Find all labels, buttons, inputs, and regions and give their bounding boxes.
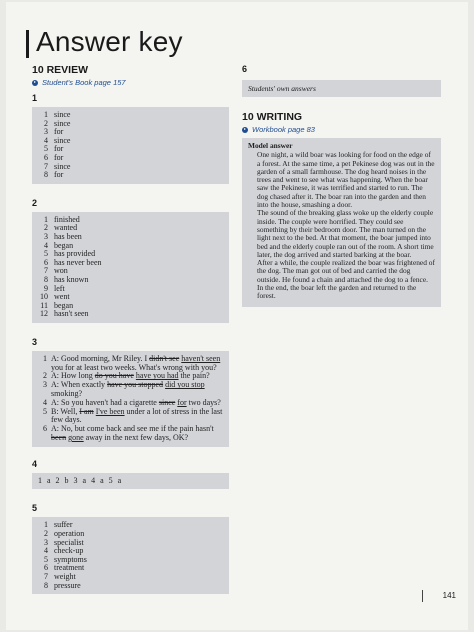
- review-heading: 10 REVIEW: [32, 64, 89, 76]
- item-answer: went: [54, 292, 70, 302]
- exercise-4-number: 4: [32, 458, 38, 469]
- item-answer: has known: [54, 274, 89, 284]
- item-answer: check-up: [54, 546, 84, 556]
- exercise-4-answers: 1 a 2 b 3 a 4 a 5 a: [32, 473, 229, 490]
- item-answer: has been: [54, 231, 82, 241]
- item-number: 7: [44, 572, 48, 581]
- page-title: Answer key: [36, 26, 183, 57]
- exercise-2-answers: [32, 212, 229, 323]
- item-answer: suffer: [54, 520, 73, 530]
- model-answer-title: Model answer: [248, 141, 293, 150]
- item-answer: operation: [54, 529, 85, 539]
- item-answer: since: [54, 161, 71, 171]
- list-item: 4 A: So you haven't had a cigarette since for two days?: [43, 397, 221, 407]
- list-item: 6 A: No, but come back and see me if the pain hasn't been gone away in the next few days, OK?: [43, 424, 214, 443]
- item-number: 5: [44, 144, 48, 154]
- item-number: 1: [44, 214, 48, 224]
- item-number: 2: [44, 118, 48, 128]
- play-icon: [32, 80, 38, 86]
- exercise-1-answers: [32, 107, 229, 184]
- exercise-3-answers: [32, 351, 229, 447]
- exercise-1-number: 1: [32, 93, 38, 103]
- item-answer: has provided: [54, 249, 96, 259]
- item-number: 3: [44, 127, 48, 137]
- item-number: 1: [44, 520, 48, 530]
- list-item: 5 B: Well, I am I've been under a lot of stress in the last few days.: [43, 406, 223, 425]
- item-answer: for: [54, 144, 64, 154]
- item-number: 1: [44, 110, 48, 119]
- model-answer-box: [242, 138, 441, 307]
- list-item: [38, 582, 223, 591]
- list-item: [38, 137, 223, 146]
- item-number: 2: [44, 529, 48, 539]
- item-answer: has never been: [54, 257, 102, 267]
- item-number: 8: [44, 274, 48, 284]
- item-answer: treatment: [54, 563, 85, 573]
- item-answer: since: [54, 135, 71, 145]
- item-answer: wanted: [54, 223, 78, 233]
- item-number: 4: [44, 546, 48, 556]
- right-column: [242, 64, 441, 307]
- item-number: 2: [44, 223, 48, 233]
- item-number: 9: [44, 283, 48, 293]
- item-answer: for: [54, 152, 64, 162]
- document-page: [6, 2, 468, 630]
- workbook-link[interactable]: [242, 125, 441, 134]
- item-number: 4: [44, 135, 48, 145]
- item-number: 6: [44, 152, 48, 162]
- item-number: 3: [44, 231, 48, 241]
- page-number: 141: [442, 591, 456, 600]
- list-item: [38, 163, 223, 172]
- item-number: 6: [44, 257, 48, 267]
- item-answer: weight: [54, 572, 76, 581]
- model-answer-paragraph: One night, a wild boar was looking for food on the edge of a forest. At the same time, a pet Pekinese dog was out in the garden of a small farmhouse. The dog heard noises in the trees and went to see what was happening. When the boar saw the Pekinese, it was terrified and started to run. The dog chased after it. The boar ran into the garden and then into the house, smashing a door.: [257, 150, 435, 210]
- workbook-link-label: Workbook page 83: [252, 125, 315, 134]
- item-number: 12: [40, 309, 48, 319]
- exercise-5-number: 5: [32, 503, 38, 514]
- exercise-3-number: 3: [32, 336, 38, 347]
- model-answer-paragraph: After a while, the couple realized the boar was frightened of the dog. The man got out of bed and carried the dog outside. He found a chain and attached the dog to a fence. In the end, the boar left the garden and returned to the forest.: [257, 258, 435, 301]
- title-rule: [26, 30, 29, 58]
- item-answer: since: [54, 118, 71, 128]
- item-answer: finished: [54, 214, 80, 224]
- list-item: [38, 145, 223, 154]
- exercise-6-number: 6: [242, 64, 248, 74]
- item-answer: for: [54, 127, 64, 137]
- list-item: [38, 120, 223, 129]
- item-answer: began: [54, 240, 74, 250]
- item-answer: for: [54, 170, 64, 180]
- item-number: 7: [44, 161, 48, 171]
- item-number: 3: [44, 537, 48, 547]
- list-item: [38, 276, 223, 285]
- item-answer: began: [54, 300, 74, 310]
- list-item: [38, 171, 223, 180]
- students-book-link-label: Student's Book page 157: [42, 78, 126, 87]
- exercise-6-answer: Students' own answers: [242, 80, 441, 97]
- item-answer: pressure: [54, 580, 81, 590]
- model-answer-paragraph: The sound of the breaking glass woke up the elderly couple inside. The couple were horrified. They could see something by their bedroom door. The man turned on the light next to the bed. At that moment, the boar jumped into bed and the elderly couple ran out of the room. A short time later, the dog arrived and started barking at the boar.: [257, 208, 434, 259]
- item-number: 8: [44, 580, 48, 590]
- item-number: 11: [40, 300, 48, 310]
- item-number: 4: [44, 240, 48, 250]
- item-answer: hasn't seen: [54, 309, 89, 319]
- play-icon: [242, 127, 248, 133]
- item-number: 6: [44, 563, 48, 573]
- item-number: 8: [44, 170, 48, 180]
- students-book-link[interactable]: [32, 78, 229, 87]
- list-item: 2 A: How long do you have have you had the pain?: [43, 371, 210, 381]
- list-item: 3 A: When exactly have you stopped did you stop smoking?: [43, 380, 205, 399]
- item-answer: specialist: [54, 537, 84, 547]
- item-answer: won: [54, 266, 68, 276]
- exercise-2-number: 2: [32, 197, 38, 208]
- exercise-5-answers: [32, 517, 229, 594]
- list-item: 1 A: Good morning, Mr Riley. I didn't see haven't seen you for at least two weeks. What's wrong with you?: [43, 353, 221, 372]
- page-number-rule: [422, 590, 423, 602]
- left-column: [32, 64, 229, 594]
- writing-heading: 10 WRITING: [242, 111, 303, 123]
- item-answer: symptoms: [54, 554, 87, 564]
- item-number: 7: [44, 266, 48, 276]
- item-number: 5: [44, 554, 48, 564]
- item-number: 10: [40, 292, 48, 302]
- item-answer: left: [54, 283, 65, 293]
- list-item: [38, 310, 223, 319]
- item-number: 5: [44, 249, 48, 259]
- item-answer: since: [54, 110, 71, 119]
